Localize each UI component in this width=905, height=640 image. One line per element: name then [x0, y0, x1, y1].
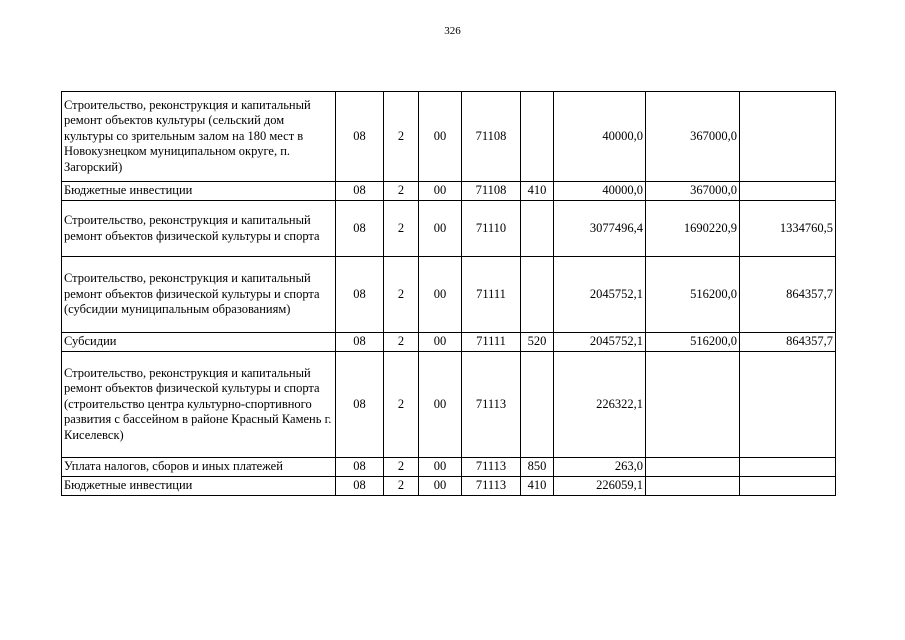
row-section: 08: [336, 201, 384, 257]
row-subsection: 2: [384, 333, 419, 352]
row-subsection: 2: [384, 257, 419, 333]
row-name: Строительство, реконструкция и капитальный ремонт объектов физической культуры и спорта (строительство центра культурно-спортивного развития с бассейном в районе Красный Камень г. Киселевск): [62, 352, 336, 458]
page-number: 326: [444, 25, 461, 37]
row-program: 00: [419, 477, 462, 496]
row-name: Бюджетные инвестиции: [62, 477, 336, 496]
row-expense-type: [521, 201, 554, 257]
row-expense-type: [521, 92, 554, 182]
row-section: 08: [336, 333, 384, 352]
row-expense-type: 850: [521, 458, 554, 477]
row-year-2: 367000,0: [646, 182, 740, 201]
row-program: 00: [419, 201, 462, 257]
row-direction: 71111: [462, 257, 521, 333]
row-expense-type: [521, 257, 554, 333]
row-program: 00: [419, 458, 462, 477]
row-program: 00: [419, 333, 462, 352]
row-year-2: [646, 477, 740, 496]
row-year-1: 2045752,1: [554, 257, 646, 333]
budget-table: [61, 91, 836, 496]
row-direction: 71113: [462, 458, 521, 477]
row-subsection: 2: [384, 182, 419, 201]
row-year-2: 516200,0: [646, 257, 740, 333]
row-section: 08: [336, 477, 384, 496]
row-year-3: 864357,7: [740, 333, 836, 352]
row-year-3: [740, 182, 836, 201]
row-year-3: 1334760,5: [740, 201, 836, 257]
row-expense-type: [521, 352, 554, 458]
row-year-3: [740, 92, 836, 182]
table-row: [62, 458, 836, 477]
row-section: 08: [336, 257, 384, 333]
row-subsection: 2: [384, 477, 419, 496]
table-row: [62, 477, 836, 496]
row-year-2: [646, 458, 740, 477]
row-section: 08: [336, 92, 384, 182]
row-subsection: 2: [384, 201, 419, 257]
row-subsection: 2: [384, 352, 419, 458]
row-name: Субсидии: [62, 333, 336, 352]
row-expense-type: 410: [521, 477, 554, 496]
row-subsection: 2: [384, 92, 419, 182]
row-direction: 71108: [462, 182, 521, 201]
row-year-1: 3077496,4: [554, 201, 646, 257]
row-year-1: 263,0: [554, 458, 646, 477]
row-name: Бюджетные инвестиции: [62, 182, 336, 201]
row-subsection: 2: [384, 458, 419, 477]
row-program: 00: [419, 92, 462, 182]
row-year-3: 864357,7: [740, 257, 836, 333]
row-section: 08: [336, 458, 384, 477]
row-direction: 71113: [462, 352, 521, 458]
table-row: [62, 352, 836, 458]
row-name: Строительство, реконструкция и капитальный ремонт объектов физической культуры и спорта: [62, 201, 336, 257]
row-direction: 71108: [462, 92, 521, 182]
table-row: [62, 201, 836, 257]
row-program: 00: [419, 182, 462, 201]
row-year-2: 516200,0: [646, 333, 740, 352]
row-year-1: 2045752,1: [554, 333, 646, 352]
row-name: Уплата налогов, сборов и иных платежей: [62, 458, 336, 477]
table-row: [62, 92, 836, 182]
row-expense-type: 410: [521, 182, 554, 201]
row-direction: 71113: [462, 477, 521, 496]
row-direction: 71110: [462, 201, 521, 257]
row-year-1: 40000,0: [554, 182, 646, 201]
row-year-2: 367000,0: [646, 92, 740, 182]
row-direction: 71111: [462, 333, 521, 352]
row-year-1: 226059,1: [554, 477, 646, 496]
row-year-1: 40000,0: [554, 92, 646, 182]
table-row: [62, 182, 836, 201]
row-year-3: [740, 352, 836, 458]
row-year-2: 1690220,9: [646, 201, 740, 257]
row-name: Строительство, реконструкция и капитальный ремонт объектов физической культуры и спорта (субсидии муниципальным образованиям): [62, 257, 336, 333]
row-year-2: [646, 352, 740, 458]
row-year-3: [740, 477, 836, 496]
row-year-1: 226322,1: [554, 352, 646, 458]
row-expense-type: 520: [521, 333, 554, 352]
row-year-3: [740, 458, 836, 477]
row-section: 08: [336, 182, 384, 201]
table-row: [62, 333, 836, 352]
row-section: 08: [336, 352, 384, 458]
row-program: 00: [419, 352, 462, 458]
row-name: Строительство, реконструкция и капитальный ремонт объектов культуры (сельский дом культуры со зрительным залом на 180 мест в Новокузнецком муниципальном округе, п. Загорский): [62, 92, 336, 182]
row-program: 00: [419, 257, 462, 333]
table-row: [62, 257, 836, 333]
